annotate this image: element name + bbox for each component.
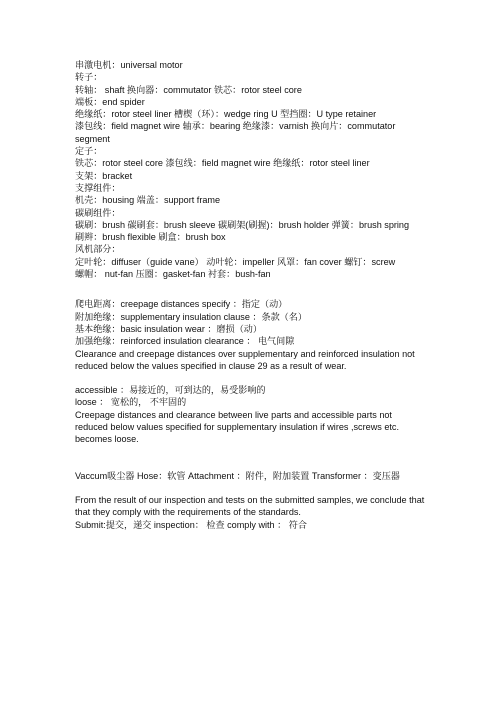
term-line: 定叶轮：diffuser（guide vane） 动叶轮：impeller 风罩：fan cover 螺钉：screw	[75, 256, 396, 267]
term-line: loose ： 宽松的， 不牢固的	[75, 397, 187, 408]
section-brush: 碳刷组件：	[75, 207, 121, 218]
paragraph: From the result of our inspection and tests on the submitted samples, we conclude that that they comply with the requirements of the standards.	[75, 494, 425, 518]
term-line: Vaccum吸尘器 Hose：软管 Attachment ：附件，附加装置 Transformer ：变压器	[75, 470, 400, 481]
term-line: 刷辫：brush flexible 刷盒：brush box	[75, 232, 226, 243]
section-fan: 风机部分：	[75, 244, 121, 255]
section-stator: 定子：	[75, 146, 103, 157]
section-rotor: 转子：	[75, 72, 103, 83]
term-line: 螺帽： nut-fan 压圈：gasket-fan 衬套：bush-fan	[75, 269, 271, 280]
term-line: 附加绝缘：supplementary insulation clause ：条款（名）	[75, 311, 307, 322]
term-line: 铁芯：rotor steel core 漆包线：field magnet wire 绝缘纸：rotor steel liner	[75, 158, 370, 169]
term-line: 绝缘纸：rotor steel liner 槽楔（环）：wedge ring U 型挡圈：U type retainer	[75, 109, 377, 120]
term-line: accessible ：易接近的，可到达的，易受影响的	[75, 385, 266, 396]
term-line: 基本绝缘：basic insulation wear ：磨损（动）	[75, 323, 262, 334]
term-line: 爬电距离：creepage distances specify ：指定（动）	[75, 299, 288, 310]
document-page	[75, 59, 425, 531]
term-line: 机壳：housing 端盖：support frame	[75, 195, 221, 206]
paragraph: Clearance and creepage distances over supplementary and reinforced insulation not reduced below the values specified in clause 29 as a result of wear.	[75, 348, 415, 371]
term-line: Submit:提交，递交 inspection： 检查 comply with ： 符合	[75, 519, 307, 530]
term-line: 转轴： shaft 换向器：commutator 铁芯：rotor steel core	[75, 84, 302, 95]
section-support: 支撑组件：	[75, 182, 121, 193]
term-line: 支架：bracket	[75, 170, 133, 181]
term-line: 端板：end spider	[75, 96, 145, 107]
term-line: 加强绝缘：reinforced insulation clearance ： 电气间隙	[75, 336, 295, 347]
term-line: 碳刷：brush 碳刷套：brush sleeve 碳刷架(刷握)：brush holder 弹簧：brush spring	[75, 219, 410, 230]
paragraph: Creepage distances and clearance between live parts and accessible parts not reduced below values specified for supplementary insulation if wires ,screws etc. becomes loose.	[75, 409, 399, 445]
term-universal-motor: 串激电机：universal motor	[75, 60, 183, 70]
term-line: 漆包线：field magnet wire 轴承：bearing 绝缘漆：varnish 换向片：commutator segment	[75, 121, 396, 144]
